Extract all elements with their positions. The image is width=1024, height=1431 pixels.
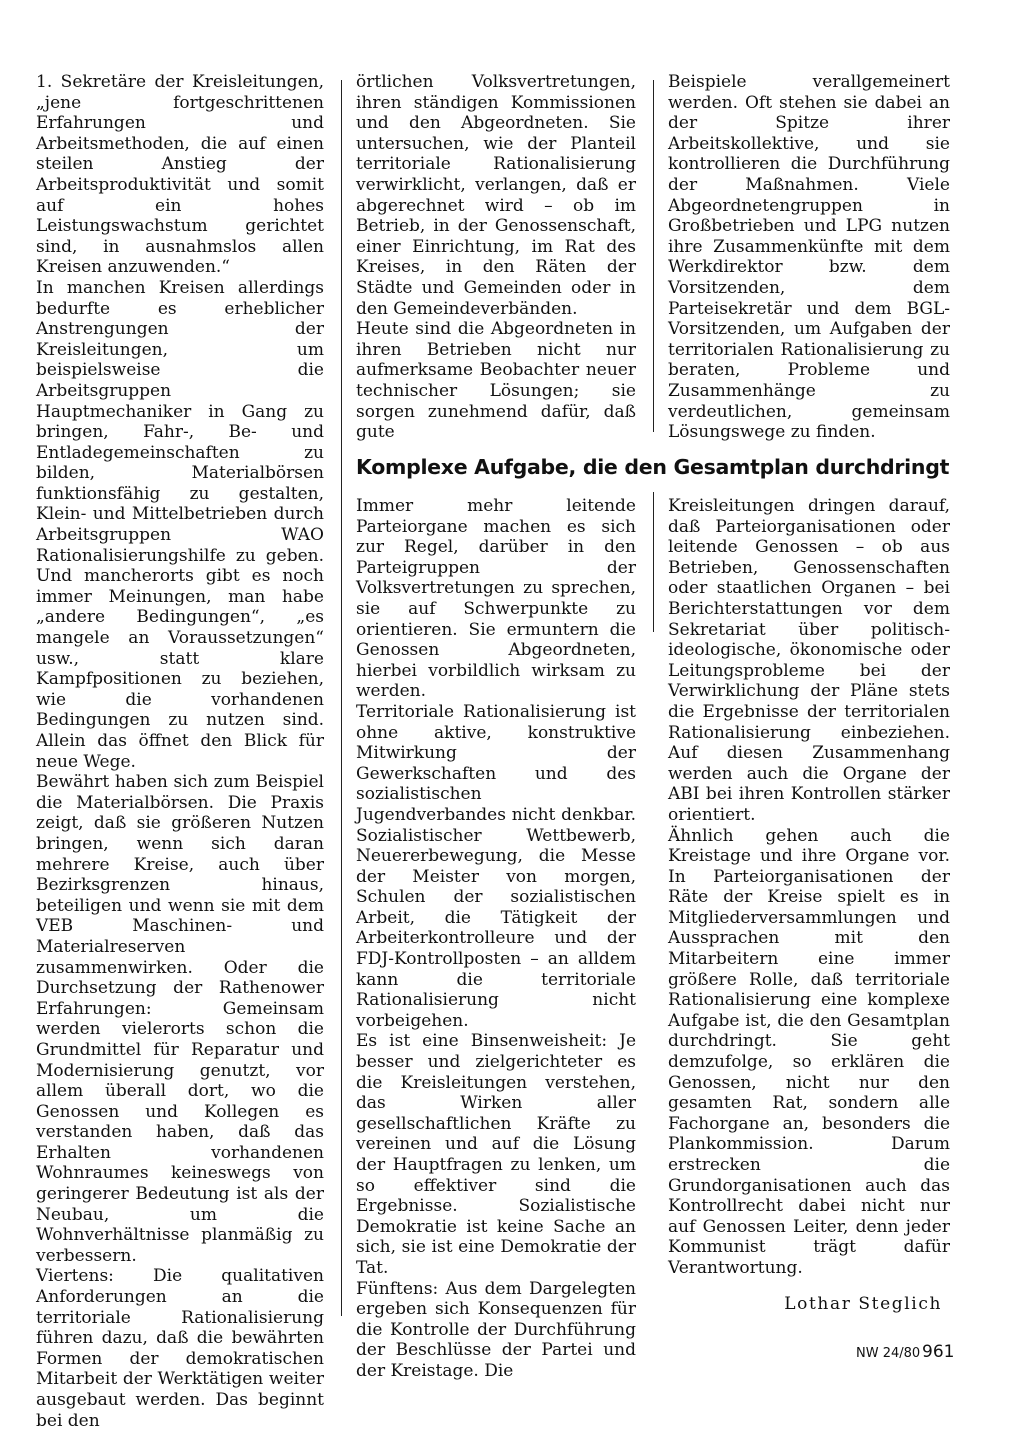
column-3-top bbox=[668, 72, 950, 443]
paragraph: Immer mehr leitende Parteiorgane machen es sich zur Regel, darüber in den Parteigruppen der Volksvertretungen zu sprechen, sie auf Schwerpunkte zu orientieren. Sie ermuntern die Genossen Abgeordneten, hierbei vorbildlich wirksam zu werden. bbox=[356, 496, 636, 702]
paragraph: 1. Sekretäre der Kreisleitungen, „jene fortgeschrittenen Erfahrungen und Arbeitsmethoden, die auf einen steilen Anstieg der Arbeitsproduktivität und somit auf ein hohes Leistungswachstum gerichtet sind, in ausnahmslos allen Kreisen anzuwenden.“ bbox=[36, 72, 324, 278]
author-name: Lothar Steglich bbox=[784, 1294, 942, 1314]
column-divider bbox=[653, 80, 654, 432]
column-2-top bbox=[356, 72, 636, 443]
paragraph: Fünftens: Aus dem Dargelegten ergeben sich Konsequenzen für die Kontrolle der Durchführung der Beschlüsse der Partei und der Kreistage. Die bbox=[356, 1278, 636, 1381]
paragraph: Es ist eine Binsenweisheit: Je besser und zielgerichteter es die Kreisleitungen verstehen, das Wirken aller gesellschaftlichen Kräfte zu vereinen und auf die Lösung der Hauptfragen zu lenken, um so effektiver sind die Ergebnisse. Sozialistische Demokratie ist keine Sache an sich, sie ist eine Demokratie der Tat. bbox=[356, 1031, 636, 1278]
column-divider bbox=[341, 80, 342, 1316]
paragraph: Territoriale Rationalisierung ist ohne aktive, konstruktive Mitwirkung der Gewerkschaften und des sozialistischen Jugendverbandes nicht denkbar. Sozialistischer Wettbewerb, Neuererbewegung, die Messe der Meister von morgen, Schulen der sozialistischen Arbeit, die Tätigkeit der Arbeiterkontrolleure und der FDJ-Kontrollposten – an alldem kann die territoriale Rationalisierung nicht vorbeigehen. bbox=[356, 701, 636, 1031]
paragraph: Viertens: Die qualitativen Anforderungen an die territoriale Rationalisierung führen dazu, daß die bewährten Formen der demokratischen Mitarbeit der Werktätigen weiter ausgebaut werden. Das beginnt bei den bbox=[36, 1266, 324, 1431]
section-heading: Komplexe Aufgabe, die den Gesamtplan durchdringt bbox=[356, 455, 950, 479]
paragraph: Ähnlich gehen auch die Kreistage und ihre Organe vor. In Parteiorganisationen der Räte der Kreise spielt es in Mitgliederversammlungen und Aussprachen mit den Mitarbeitern eine immer größere Rolle, daß territoriale Rationalisierung eine komplexe Aufgabe ist, die den Gesamtplan durchdringt. Sie geht demzufolge, so erklären die Genossen, nicht nur den gesamten Rat, sondern alle Fachorgane an, besonders die Plankommission. Darum erstrecken die Grundorganisationen auch das Kontrollrecht dabei nicht nur auf Genossen Leiter, denn jeder Kommunist trägt dafür Verantwortung. bbox=[668, 825, 950, 1278]
page-number: 961 bbox=[922, 1342, 955, 1362]
column-3-bottom bbox=[668, 496, 950, 1279]
column-1 bbox=[36, 72, 324, 1431]
column-divider bbox=[653, 492, 654, 632]
paragraph: Bewährt haben sich zum Beispiel die Materialbörsen. Die Praxis zeigt, daß sie größeren Nutzen bringen, wenn sich daran mehrere Kreise, auch über Bezirksgrenzen hinaus, beteiligen und wenn sie mit dem VEB Maschinen- und Materialreserven zusammenwirken. Oder die Durchsetzung der Rathenower Erfahrungen: Gemeinsam werden vielerorts schon die Grundmittel für Reparatur und Modernisierung genutzt, vor allem überall dort, wo die Genossen und Kollegen es verstanden haben, daß das Erhalten vorhandenen Wohnraumes keineswegs von geringerer Bedeutung ist als der Neubau, um die Wohnverhältnisse planmäßig zu verbessern. bbox=[36, 772, 324, 1266]
issue-label: NW 24/80 bbox=[856, 1346, 921, 1361]
paragraph: Kreisleitungen dringen darauf, daß Parteiorganisationen oder leitende Genossen – ob aus Betrieben, Genossenschaften oder staatlichen Organen – bei Berichterstattungen vor dem Sekretariat über politisch-ideologische, ökonomische oder Leitungsprobleme bei der Verwirklichung der Pläne stets die Ergebnisse der territorialen Rationalisierung einbeziehen. Auf diesen Zusammenhang werden auch die Organe der ABI bei ihren Kontrollen stärker orientiert. bbox=[668, 496, 950, 825]
paragraph: In manchen Kreisen allerdings bedurfte es erheblicher Anstrengungen der Kreisleitungen, um beispielsweise die Arbeitsgruppen Hauptmechaniker in Gang zu bringen, Fahr-, Be- und Entladegemeinschaften zu bilden, Materialbörsen funktionsfähig zu gestalten, Klein- und Mittelbetrieben durch Arbeitsgruppen WAO Rationalisierungshilfe zu geben. Und mancherorts gibt es noch immer Meinungen, man habe „andere Bedingungen“, „es mangele an Voraussetzungen“ usw., statt klare Kampfpositionen zu beziehen, wie die vorhandenen Bedingungen zu nutzen sind. Allein das öffnet den Blick für neue Wege. bbox=[36, 277, 324, 772]
paragraph: Beispiele verallgemeinert werden. Oft stehen sie dabei an der Spitze ihrer Arbeitskollektive, und sie kontrollieren die Durchführung der Maßnahmen. Viele Abgeordnetengruppen in Großbetrieben und LPG nutzen ihre Zusammenkünfte mit dem Werkdirektor bzw. dem Vorsitzenden, dem Parteisekretär und dem BGL-Vorsitzenden, um Aufgaben der territorialen Rationalisierung zu beraten, Probleme und Zusammenhänge zu verdeutlichen, gemeinsam Lösungswege zu finden. bbox=[668, 72, 950, 443]
paragraph: Heute sind die Abgeordneten in ihren Betrieben nicht nur aufmerksame Beobachter neuer technischer Lösungen; sie sorgen zunehmend dafür, daß gute bbox=[356, 319, 636, 443]
paragraph: örtlichen Volksvertretungen, ihren ständigen Kommissionen und den Abgeordneten. Sie untersuchen, wie der Planteil territoriale Rationalisierung verwirklicht, verlangen, daß er abgerechnet wird – ob im Betrieb, in der Genossenschaft, einer Einrichtung, im Rat des Kreises, in den Räten der Städte und Gemeinden oder in den Gemeindeverbänden. bbox=[356, 72, 636, 319]
column-2-bottom bbox=[356, 496, 636, 1382]
